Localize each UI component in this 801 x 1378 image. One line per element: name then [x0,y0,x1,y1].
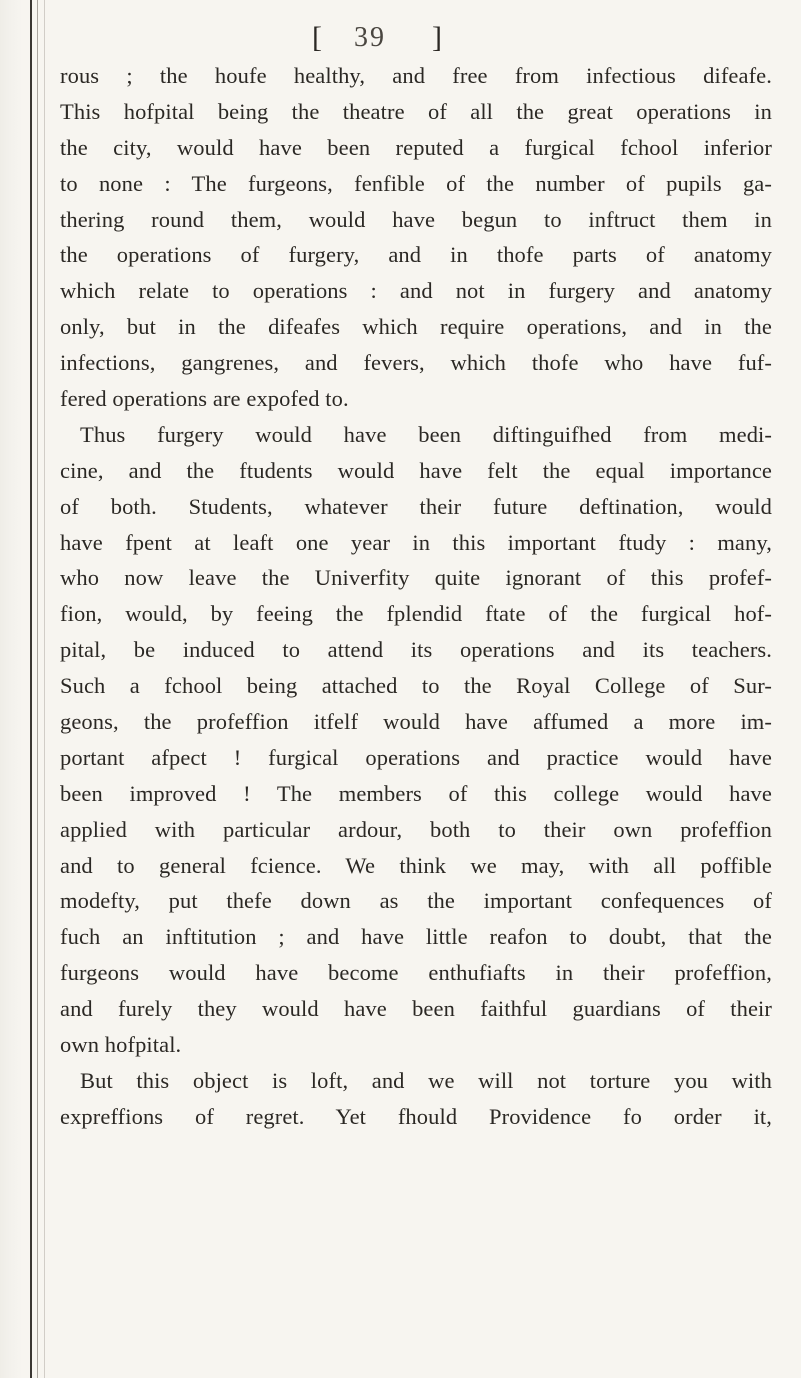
text-line: the city, would have been reputed a furgical fchool inferior [60,134,772,160]
paragraph-start-line: But this object is loft, and we will not torture you with [80,1067,772,1093]
gutter-line [30,0,32,1378]
header-bracket-close: ] [432,21,442,54]
text-line: which relate to operations : and not in furgery and anatomy [60,278,772,304]
paragraph-start-line: Thus furgery would have been diftinguifhed from medi- [80,421,772,447]
text-line: own hofpital. [60,1032,182,1058]
text-line: have fpent at leaft one year in this important ftudy : many, [60,529,772,555]
gutter-line [44,0,45,1378]
text-line: fered operations are expofed to. [60,386,349,412]
text-line: infections, gangrenes, and fevers, which thofe who have fuf- [60,350,772,376]
text-line: This hofpital being the theatre of all the great operations in [60,98,772,124]
text-line: applied with particular ardour, both to their own profeffion [60,816,772,842]
text-line: rous ; the houfe healthy, and free from infectious difeafe. [60,63,772,88]
text-line: modefty, put thefe down as the important confequences of [60,888,772,914]
header-bracket-open: [ [312,21,322,54]
text-line: geons, the profeffion itfelf would have affumed a more im- [60,709,772,735]
text-line: who now leave the Univerfity quite ignorant of this profef- [60,565,772,591]
text-line: the operations of furgery, and in thofe parts of anatomy [60,242,772,268]
gutter-line [37,0,38,1378]
text-line: and furely they would have been faithful guardians of their [60,996,772,1022]
text-line: pital, be induced to attend its operations and its teachers. [60,637,772,663]
text-line: of both. Students, whatever their future deftination, would [60,493,772,519]
text-line: fuch an inftitution ; and have little reafon to doubt, that the [60,924,772,950]
text-line: portant afpect ! furgical operations and practice would have [60,744,772,770]
text-line: been improved ! The members of this college would have [60,780,772,806]
text-line: expreffions of regret. Yet fhould Providence fo order it, [60,1103,772,1129]
text-line: only, but in the difeafes which require operations, and in the [60,314,772,340]
text-line: thering round them, would have begun to inftruct them in [60,206,772,232]
page-number: 39 [354,22,386,53]
text-line: Such a fchool being attached to the Royal College of Sur- [60,673,772,699]
text-line: fion, would, by feeing the fplendid ftate of the furgical hof- [60,601,772,627]
page-header [0,20,801,56]
text-line: and to general fcience. We think we may, with all poffible [60,852,772,878]
body-text [60,58,772,1135]
text-line: furgeons would have become enthufiafts in their profeffion, [60,960,772,986]
page-binding-edge [0,0,22,1378]
text-line: to none : The furgeons, fenfible of the number of pupils ga- [60,170,772,196]
text-line: cine, and the ftudents would have felt the equal importance [60,457,772,483]
